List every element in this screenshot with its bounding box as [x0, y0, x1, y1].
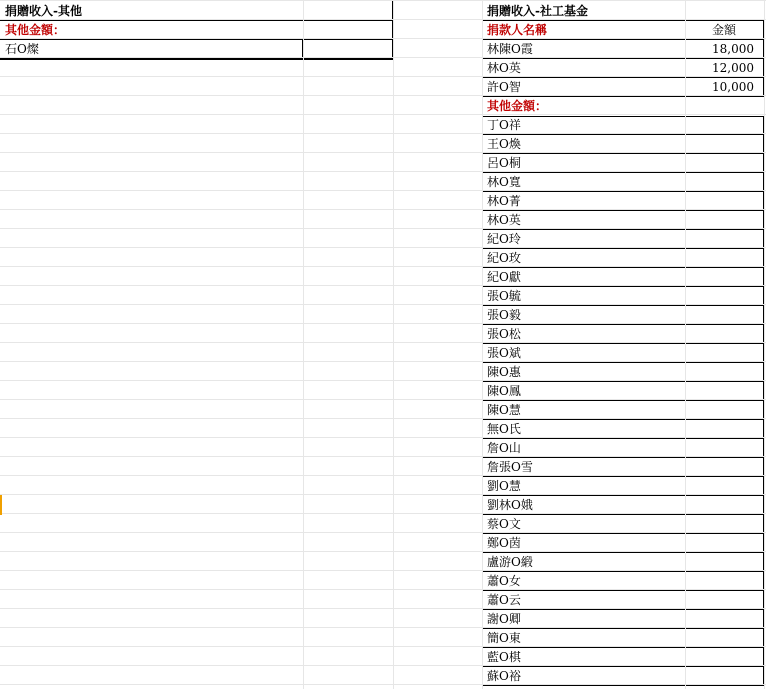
other-donor-amount[interactable] [686, 211, 762, 230]
other-donor-amount[interactable] [686, 477, 762, 496]
other-donor-name[interactable]: 無O氏 [487, 422, 521, 436]
donor-name[interactable]: 林O英 [487, 61, 521, 75]
other-donor-name[interactable]: 劉O慧 [487, 479, 521, 493]
other-donor-name[interactable]: 張O斌 [487, 346, 521, 360]
other-donor-amount[interactable] [686, 363, 762, 382]
gridline-horizontal [0, 0, 766, 1]
right-block-section-label[interactable]: 其他金額： [487, 99, 548, 113]
other-donor-amount[interactable] [686, 344, 762, 363]
other-donor-name[interactable]: 陳O慧 [487, 403, 521, 417]
other-donor-name[interactable]: 丁O祥 [487, 118, 521, 132]
donor-name[interactable]: 林陳O霞 [487, 42, 533, 56]
other-donor-name[interactable]: 陳O惠 [487, 365, 521, 379]
other-donor-amount[interactable] [686, 382, 762, 401]
other-donor-amount[interactable] [686, 648, 762, 667]
other-donor-amount[interactable] [686, 439, 762, 458]
left-block-title[interactable]: 捐贈收入-其他 [5, 4, 82, 18]
other-donor-name[interactable]: 盧游O緞 [487, 555, 533, 569]
other-donor-name[interactable]: 蕭O女 [487, 574, 521, 588]
other-donor-amount[interactable] [686, 230, 762, 249]
gridline-vertical [393, 0, 394, 689]
donor-name[interactable]: 許O智 [487, 80, 521, 94]
other-donor-name[interactable]: 劉林O娥 [487, 498, 533, 512]
other-donor-name[interactable]: 張O毓 [487, 289, 521, 303]
other-donor-name[interactable]: 紀O玲 [487, 232, 521, 246]
active-cell-marker [0, 495, 2, 515]
other-donor-amount[interactable] [686, 591, 762, 610]
other-donor-name[interactable]: 蘇O裕 [487, 669, 521, 683]
other-donor-amount[interactable] [686, 572, 762, 591]
other-donor-amount[interactable] [686, 610, 762, 629]
other-donor-name[interactable]: 林O英 [487, 213, 521, 227]
other-donor-amount[interactable] [686, 287, 762, 306]
left-row-amount[interactable] [304, 40, 392, 59]
other-donor-name[interactable]: 簡O東 [487, 631, 521, 645]
other-donor-amount[interactable] [686, 135, 762, 154]
gridline-vertical [303, 0, 304, 689]
other-donor-amount[interactable] [686, 401, 762, 420]
left-row-name[interactable]: 石O燦 [5, 42, 39, 56]
other-donor-name[interactable]: 林O寬 [487, 175, 521, 189]
other-donor-name[interactable]: 詹O山 [487, 441, 521, 455]
donor-amount[interactable]: 10,000 [712, 80, 754, 94]
other-donor-name[interactable]: 蕭O云 [487, 593, 521, 607]
other-donor-amount[interactable] [686, 420, 762, 439]
other-donor-amount[interactable] [686, 268, 762, 287]
other-donor-amount[interactable] [686, 629, 762, 648]
other-donor-amount[interactable] [686, 667, 762, 686]
other-donor-amount[interactable] [686, 154, 762, 173]
other-donor-amount[interactable] [686, 534, 762, 553]
other-donor-amount[interactable] [686, 306, 762, 325]
gridline-vertical [764, 0, 765, 689]
other-donor-amount[interactable] [686, 553, 762, 572]
header-amount[interactable]: 金額 [711, 23, 736, 37]
other-donor-name[interactable]: 紀O玫 [487, 251, 521, 265]
right-block-title[interactable]: 捐贈收入-社工基金 [487, 4, 588, 18]
donor-amount[interactable]: 12,000 [712, 61, 754, 75]
other-donor-amount[interactable] [686, 249, 762, 268]
other-donor-name[interactable]: 藍O棋 [487, 650, 521, 664]
other-donor-amount[interactable] [686, 173, 762, 192]
other-donor-name[interactable]: 張O毅 [487, 308, 521, 322]
other-donor-name[interactable]: 鄭O茵 [487, 536, 521, 550]
other-donor-name[interactable]: 呂O桐 [487, 156, 521, 170]
other-donor-name[interactable]: 蔡O文 [487, 517, 521, 531]
other-donor-amount[interactable] [686, 515, 762, 534]
other-donor-name[interactable]: 陳O鳳 [487, 384, 521, 398]
other-donor-name[interactable]: 謝O卿 [487, 612, 521, 626]
other-donor-amount[interactable] [686, 325, 762, 344]
other-donor-name[interactable]: 張O松 [487, 327, 521, 341]
other-donor-name[interactable]: 林O菁 [487, 194, 521, 208]
header-donor-name[interactable]: 捐款人名稱 [487, 23, 548, 37]
other-donor-name[interactable]: 王O煥 [487, 137, 521, 151]
other-donor-amount[interactable] [686, 192, 762, 211]
donor-amount[interactable]: 18,000 [712, 42, 754, 56]
left-block-section-label[interactable]: 其他金額： [5, 23, 66, 37]
other-donor-amount[interactable] [686, 116, 762, 135]
other-donor-name[interactable]: 詹張O雪 [487, 460, 533, 474]
other-donor-name[interactable]: 紀O獻 [487, 270, 521, 284]
other-donor-amount[interactable] [686, 458, 762, 477]
other-donor-amount[interactable] [686, 496, 762, 515]
